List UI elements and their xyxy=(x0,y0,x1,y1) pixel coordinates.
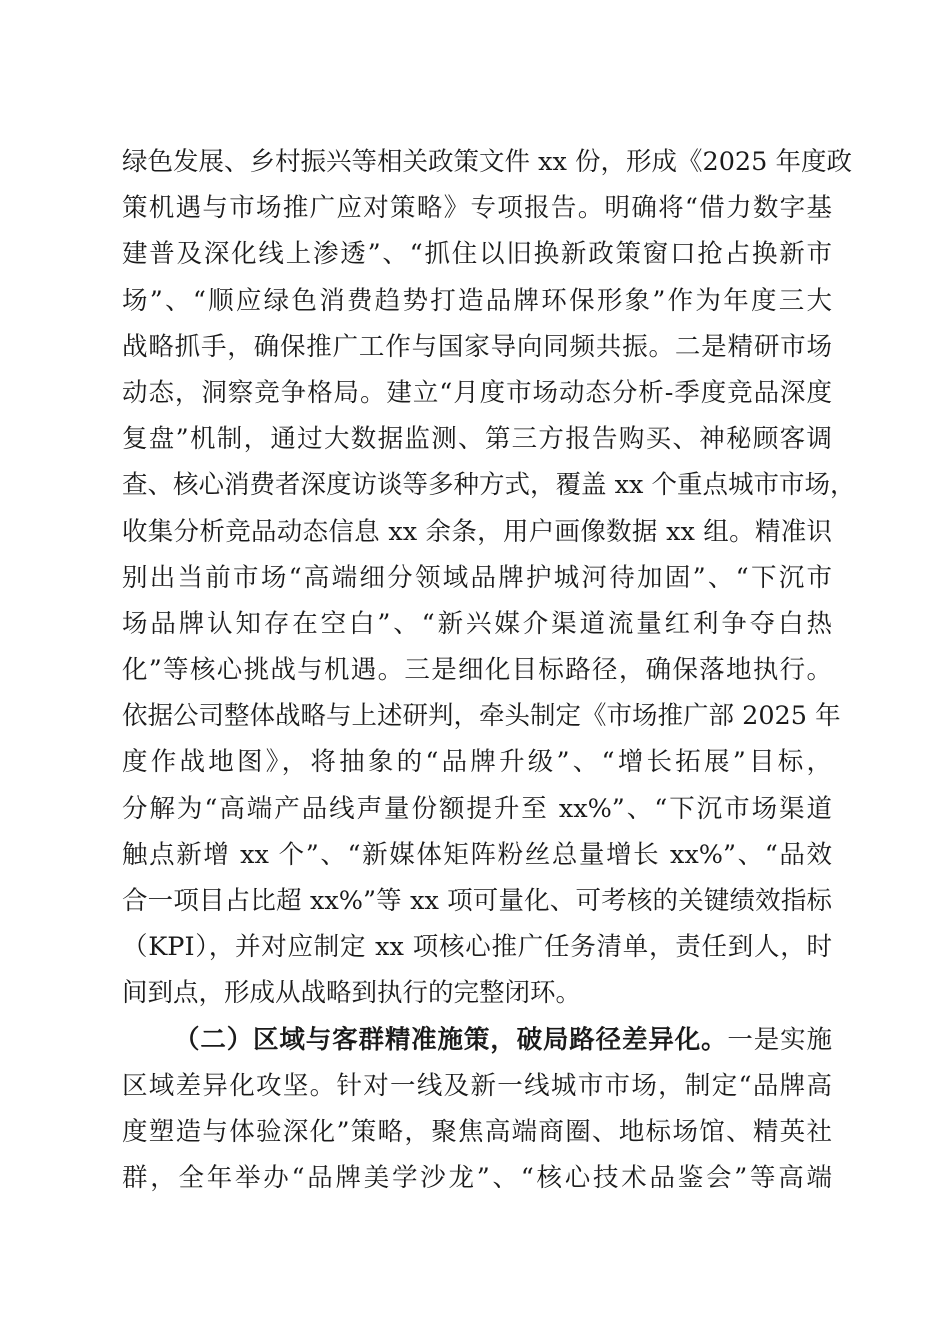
paragraph-2 xyxy=(122,1017,832,1202)
text-line: 分解为“高端产品线声量份额提升至 xx%”、“下沉市场渠道 xyxy=(122,793,832,824)
text-line: 化”等核心挑战与机遇。三是细化目标路径，确保落地执行。 xyxy=(122,655,832,686)
body-text xyxy=(122,139,856,1201)
text-line: 场”、“顺应绿色消费趋势打造品牌环保形象”作为年度三大 xyxy=(122,285,832,316)
text-line: 绿色发展、乡村振兴等相关政策文件 xx 份，形成《2025 年度政 xyxy=(122,147,852,177)
text-line: 间到点，形成从战略到执行的完整闭环。 xyxy=(122,978,582,1009)
text-line: 策机遇与市场推广应对策略》专项报告。明确将“借力数字基 xyxy=(122,193,832,224)
text-line: 复盘”机制，通过大数据监测、第三方报告购买、神秘顾客调 xyxy=(122,424,832,455)
text-line: 收集分析竞品动态信息 xx 余条，用户画像数据 xx 组。精准识 xyxy=(122,516,832,547)
text-line: 战略抓手，确保推广工作与国家导向同频共振。二是精研市场 xyxy=(122,331,832,362)
text-line: 动态，洞察竞争格局。建立“月度市场动态分析-季度竞品深度 xyxy=(122,377,832,408)
text-line: 触点新增 xx 个”、“新媒体矩阵粉丝总量增长 xx%”、“品效 xyxy=(122,839,832,870)
text-line: 查、核心消费者深度访谈等多种方式，覆盖 xx 个重点城市市场， xyxy=(122,470,856,501)
text-line: 度塑造与体验深化”策略，聚焦高端商圈、地标场馆、精英社 xyxy=(122,1116,832,1147)
text-line: 别出当前市场“高端细分领域品牌护城河待加固”、“下沉市 xyxy=(122,562,832,593)
text-line: 合一项目占比超 xx%”等 xx 项可量化、可考核的关键绩效指标 xyxy=(122,886,832,916)
section-heading: （二）区域与客群精准施策，破局路径差异化。 xyxy=(174,1024,728,1055)
heading-line-rest: 一是实施 xyxy=(727,1024,832,1055)
text-line-first xyxy=(122,1017,832,1063)
text-line: 区域差异化攻坚。针对一线及新一线城市市场，制定“品牌高 xyxy=(122,1070,832,1101)
text-line: （KPI），并对应制定 xx 项核心推广任务清单，责任到人，时 xyxy=(122,932,832,963)
text-line: 场品牌认知存在空白”、“新兴媒介渠道流量红利争夺白热 xyxy=(122,608,832,639)
text-line: 群，全年举办“品牌美学沙龙”、“核心技术品鉴会”等高端 xyxy=(122,1163,832,1194)
text-line: 建普及深化线上渗透”、“抓住以旧换新政策窗口抢占换新市 xyxy=(122,239,832,270)
text-line: 依据公司整体战略与上述研判，牵头制定《市场推广部 2025 年 xyxy=(122,701,841,732)
paragraph-1 xyxy=(122,139,856,1017)
text-line: 度作战地图》，将抽象的“品牌升级”、“增长拓展”目标， xyxy=(122,747,832,778)
